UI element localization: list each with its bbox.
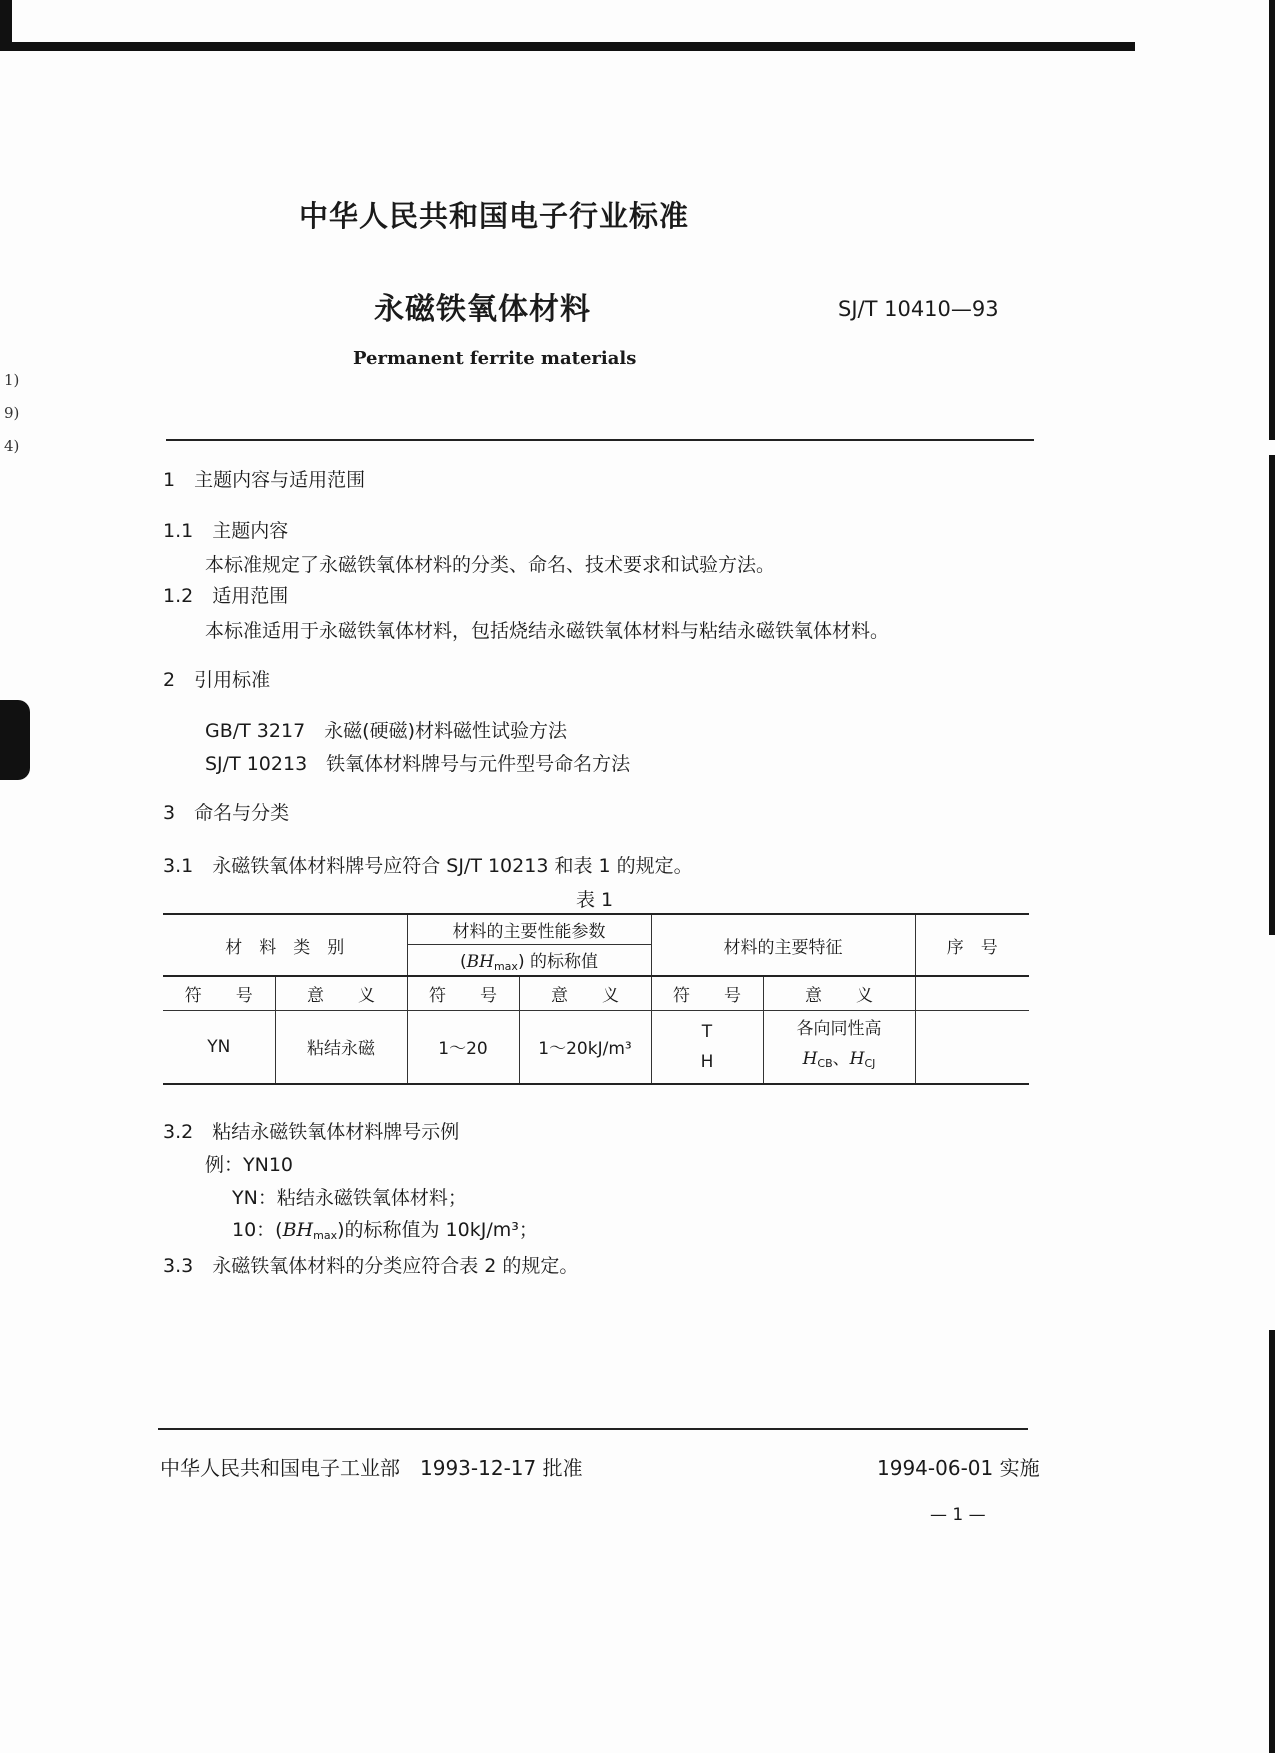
issuing-organization: 中华人民共和国电子行业标准 xyxy=(299,199,690,233)
margin-mark: 1) xyxy=(4,371,20,389)
section-1-2-heading: 1.2 适用范围 xyxy=(163,585,289,607)
example-yn: YN：粘结永磁铁氧体材料； xyxy=(232,1187,467,1209)
scan-edge-right-1 xyxy=(1269,0,1275,440)
scan-edge-right-2 xyxy=(1269,455,1275,935)
margin-mark: 9) xyxy=(4,404,20,422)
scan-edge-right-3 xyxy=(1269,1330,1275,1753)
cell-param-meaning: 1～20kJ/m³ xyxy=(519,1010,651,1084)
table-header-meaning: 意 义 xyxy=(763,976,915,1010)
document-title-cn: 永磁铁氧体材料 xyxy=(374,292,591,327)
footer-effective-date: 1994-06-01 实施 xyxy=(877,1456,1040,1480)
section-3-2-heading: 3.2 粘结永磁铁氧体材料牌号示例 xyxy=(163,1121,460,1143)
scan-edge-top-left xyxy=(0,0,12,48)
section-1-heading: 1 主题内容与适用范围 xyxy=(163,469,366,491)
section-2-heading: 2 引用标准 xyxy=(163,669,271,691)
table-header-bh: $(BH_{max})$ 的标称值 xyxy=(407,944,651,976)
example-10: 10：$(BH_{max})$的标称值为 10kJ/m³； xyxy=(232,1219,538,1242)
section-3-3-text: 3.3 永磁铁氧体材料的分类应符合表 2 的规定。 xyxy=(163,1255,579,1277)
table-header-category: 材 料 类 别 xyxy=(163,914,407,976)
reference-gb3217: GB/T 3217 永磁(硬磁)材料磁性试验方法 xyxy=(205,720,567,742)
section-1-2-text: 本标准适用于永磁铁氧体材料，包括烧结永磁铁氧体材料与粘结永磁铁氧体材料。 xyxy=(205,620,890,642)
table-1 xyxy=(163,913,1029,1085)
table-header-params: 材料的主要性能参数 xyxy=(407,914,651,944)
reference-sj10213: SJ/T 10213 铁氧体材料牌号与元件型号命名方法 xyxy=(205,753,631,775)
table-header-features: 材料的主要特征 xyxy=(651,914,915,976)
footer-approval: 中华人民共和国电子工业部 1993-12-17 批准 xyxy=(160,1456,583,1480)
table-header-symbol: 符 号 xyxy=(163,976,275,1010)
cell-param-symbol: 1～20 xyxy=(407,1010,519,1084)
table-header-blank xyxy=(915,976,1029,1010)
section-3-heading: 3 命名与分类 xyxy=(163,802,290,824)
page-number: — 1 — xyxy=(930,1505,986,1525)
document-title-en: Permanent ferrite materials xyxy=(353,348,637,369)
cell-feature-symbol: T H xyxy=(651,1010,763,1084)
standard-number: SJ/T 10410—93 xyxy=(838,297,999,321)
table-header-symbol: 符 号 xyxy=(407,976,519,1010)
table-header-symbol: 符 号 xyxy=(651,976,763,1010)
section-3-1-text: 3.1 永磁铁氧体材料牌号应符合 SJ/T 10213 和表 1 的规定。 xyxy=(163,855,693,877)
section-1-1-text: 本标准规定了永磁铁氧体材料的分类、命名、技术要求和试验方法。 xyxy=(205,554,776,576)
binding-hole xyxy=(0,700,30,780)
table-header-meaning: 意 义 xyxy=(519,976,651,1010)
cell-feature-meaning: 各向同性高 $H_{CB}$、$H_{CJ}$ xyxy=(763,1010,915,1084)
scan-edge-top xyxy=(0,42,1135,51)
cell-meaning: 粘结永磁 xyxy=(275,1010,407,1084)
example-label: 例：YN10 xyxy=(205,1154,293,1176)
table-header-seq: 序 号 xyxy=(915,914,1029,976)
section-1-1-heading: 1.1 主题内容 xyxy=(163,520,289,542)
header-rule xyxy=(166,439,1034,441)
cell-symbol: YN xyxy=(163,1010,275,1084)
margin-mark: 4) xyxy=(4,437,20,455)
cell-seq xyxy=(915,1010,1029,1084)
table-row xyxy=(163,1010,1029,1084)
table-1-caption: 表 1 xyxy=(576,889,614,911)
table-header-meaning: 意 义 xyxy=(275,976,407,1010)
footer-rule xyxy=(158,1428,1028,1430)
